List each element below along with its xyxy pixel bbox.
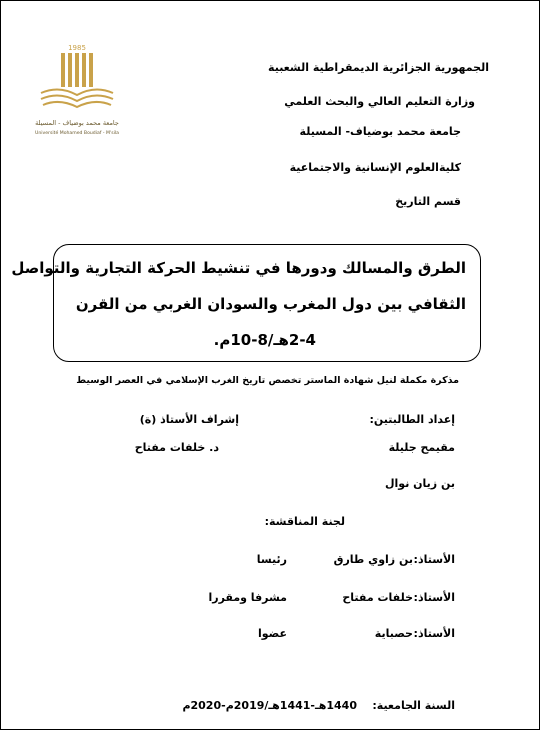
committee-label: لجنة المناقشة: <box>264 515 345 528</box>
thesis-title-box <box>11 244 481 362</box>
columns-icon <box>61 53 93 87</box>
department-name: قسم التاريخ <box>395 195 461 208</box>
committee-member-2-name: خلفات مفتاح <box>342 591 413 604</box>
committee-member-3-role: عضوا <box>257 627 287 640</box>
logo-name-ar: جامعة محمد بوضياف - المسيلة <box>35 119 119 127</box>
committee-member-2-role: مشرفا ومقررا <box>208 591 287 604</box>
university-name: جامعة محمد بوضياف- المسيلة <box>299 125 461 138</box>
committee-member-3-prefix: الأستاذ: <box>413 627 455 640</box>
prepared-by-label: إعداد الطالبتين: <box>369 413 455 426</box>
committee-member-2-prefix: الأستاذ: <box>413 591 455 604</box>
thesis-subtitle: مذكرة مكملة لنيل شهادة الماستر تخصص تاريخ الغرب الإسلامي في العصر الوسيط <box>76 375 459 386</box>
faculty-name: كليةالعلوم الإنسانية والاجتماعية <box>289 161 461 174</box>
ministry-name: وزارة التعليم العالي والبحث العلمي <box>284 95 475 108</box>
academic-year-label: السنة الجامعية: <box>372 699 455 712</box>
logo-name-fr: Université Mohamed Boudiaf - M'sila <box>35 131 119 136</box>
committee-member-1-role: رئيسا <box>256 553 287 566</box>
thesis-title-line-3: 2-4هـ/8-10م. <box>213 331 316 349</box>
supervision-label: إشراف الأستاذ (ة) <box>139 413 239 426</box>
thesis-title-line-2: الثقافي بين دول المغرب والسودان الغربي من القرن <box>75 295 466 313</box>
committee-member-1-name: بن زاوي طارق <box>333 553 413 566</box>
book-icon <box>41 89 113 107</box>
thesis-title-line-1: الطرق والمسالك ودورها في تنشيط الحركة التجارية والتواصل <box>11 259 466 277</box>
committee-member-1-prefix: الأستاذ: <box>413 553 455 566</box>
republic-name: الجمهورية الجزائرية الديمقراطية الشعبية <box>268 61 489 74</box>
academic-year-value: 1440هـ-1441هـ/2019م-2020م <box>182 699 357 712</box>
student-2-name: بن زيان نوال <box>384 477 455 490</box>
student-1-name: مقيمح جليلة <box>388 441 455 454</box>
supervisor-name: د. خلفات مفتاح <box>134 441 219 454</box>
university-logo <box>31 41 123 141</box>
committee-member-3-name: حصباية <box>374 627 413 640</box>
logo-year: 1985 <box>68 44 86 52</box>
